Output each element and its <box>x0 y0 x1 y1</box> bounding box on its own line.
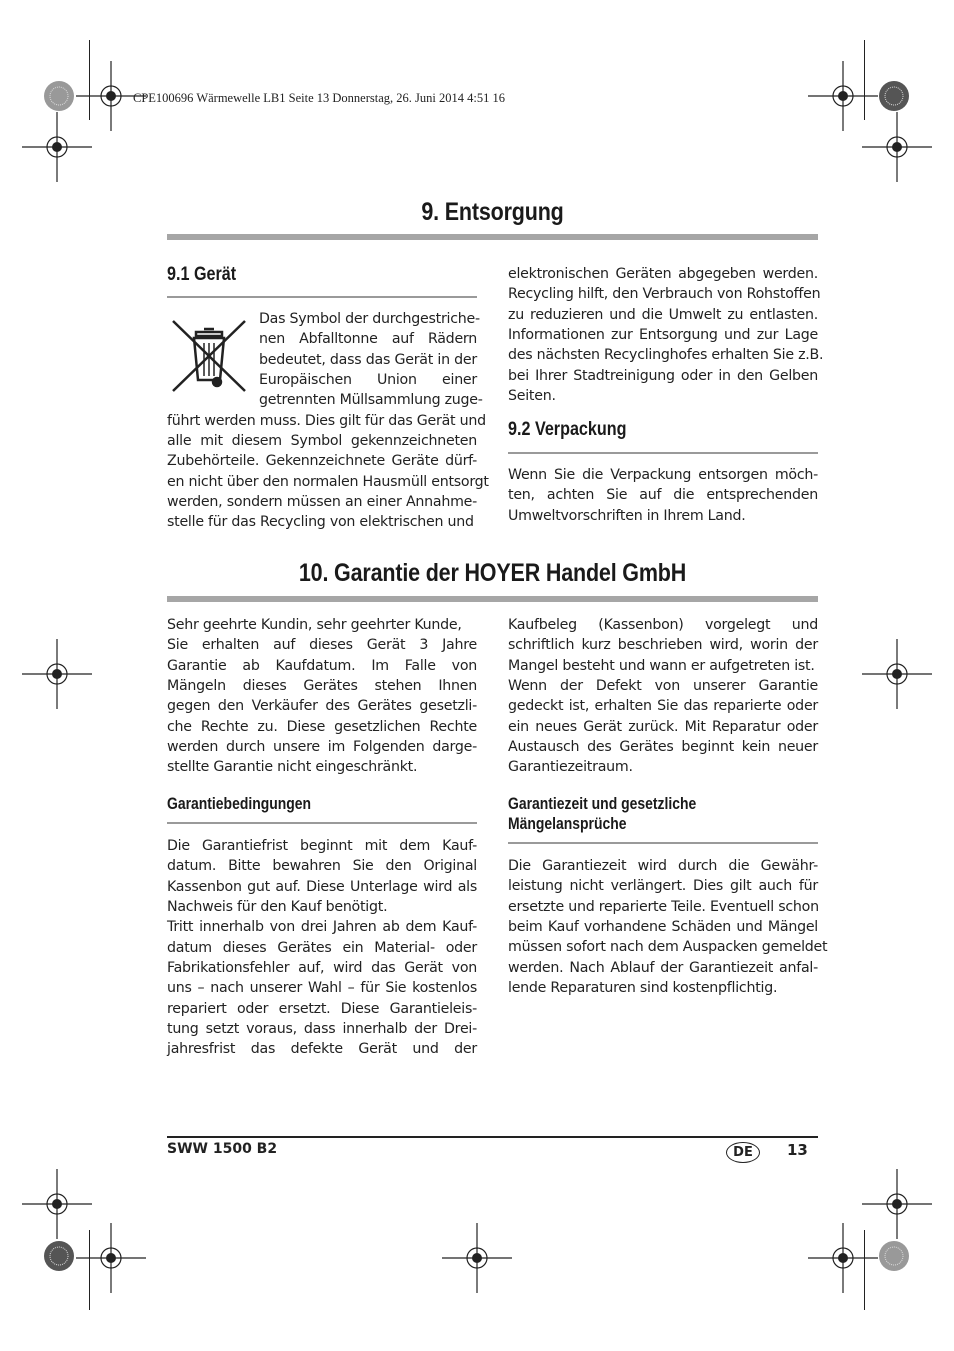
text-line: müssen sofort nach dem Auspacken gemeldet <box>508 939 828 956</box>
warranty-period-title-line1: Garantiezeit und gesetzliche <box>508 794 697 813</box>
text-line: ten, achten Sie auf die entsprechenden <box>508 487 818 504</box>
model-number: SWW 1500 B2 <box>167 1141 278 1157</box>
text-line: datum. Bitte bewahren Sie den Original <box>167 858 477 875</box>
text-line: Die Garantiefrist beginnt mit dem Kauf- <box>167 838 477 854</box>
warranty-period-title-line2: Mängelansprüche <box>508 814 627 833</box>
text-line: bei Ihrer Stadtreinigung oder in den Gelben <box>508 367 818 384</box>
print-slug: CPE100696 Wärmewelle LB1 Seite 13 Donnerstag, 26. Juni 2014 4:51 16 <box>133 91 505 105</box>
text-line: Recycling hilft, den Verbrauch von Rohstoffen <box>508 286 821 303</box>
text-line: Nachweis für den Kauf benötigt. <box>167 899 388 916</box>
text-line: en nicht über den normalen Hausmüll entsorgt <box>167 473 489 490</box>
text-line: getrennten Müllsammlung zuge- <box>259 392 483 409</box>
packaging-text <box>508 465 818 526</box>
text-line: lende Reparaturen sind kostenpflichtig. <box>508 980 778 997</box>
divider <box>508 452 818 454</box>
crosshair-mark-icon <box>442 1223 512 1293</box>
text-line: Kassenbon gut auf. Diese Unterlage wird als <box>167 878 477 895</box>
disposal-text <box>167 309 489 533</box>
text-line: Kaufbeleg (Kassenbon) vorgelegt und <box>508 617 818 633</box>
text-line: jahresfrist das defekte Gerät und der <box>167 1041 477 1058</box>
text-line: che Rechte zu. Diese gesetzlichen Rechte <box>167 718 477 735</box>
crosshair-mark-icon <box>862 112 932 182</box>
color-target-icon <box>878 1240 910 1272</box>
text-line: gedeckt ist, erhalten Sie das reparierte oder <box>508 698 818 715</box>
text-line: Wenn Sie die Verpackung entsorgen möch- <box>508 467 818 483</box>
section-divider <box>167 234 818 240</box>
text-line: Seiten. <box>508 388 556 405</box>
divider <box>508 842 818 844</box>
text-line: Umweltvorschriften in Ihrem Land. <box>508 507 746 524</box>
crosshair-mark-icon <box>862 639 932 709</box>
text-line: Europäischen Union einer <box>259 372 477 389</box>
crosshair-mark-icon <box>22 112 92 182</box>
text-line: Sie erhalten auf dieses Gerät 3 Jahre <box>167 637 477 654</box>
text-line: Mängeln dieses Gerätes stehen Ihnen <box>167 678 477 695</box>
disposal-text-continued <box>508 264 824 406</box>
footer-rule <box>167 1136 818 1138</box>
text-line: repariert oder ersetzt. Diese Garantieleis- <box>167 1000 477 1017</box>
text-line: stelle für das Recycling von elektrischen und <box>167 514 474 531</box>
crosshair-mark-icon <box>808 1223 878 1293</box>
text-line: schriftlich kurz beschrieben wird, worin der <box>508 637 818 654</box>
text-line: ersetzte und reparierte Teile. Eventuell schon <box>508 898 819 915</box>
divider <box>167 296 477 298</box>
text-line: Zubehörteile. Gekennzeichnete Geräte dürf- <box>167 453 477 470</box>
text-line: alle mit diesem Symbol gekennzeichneten <box>167 433 477 450</box>
subsection-9-1-title: 9.1 Gerät <box>167 264 237 285</box>
warranty-text-continued <box>508 615 818 778</box>
text-line: Die Garantiezeit wird durch die Gewähr- <box>508 858 818 874</box>
subsection-9-2-title: 9.2 Verpackung <box>508 419 627 440</box>
text-line: Fabrikationsfehler auf, wird das Gerät von <box>167 960 477 977</box>
text-line: des nächsten Recyclinghofes erhalten Sie z.B. <box>508 347 824 364</box>
text-line: Wenn der Defekt von unserer Garantie <box>508 678 818 695</box>
text-line: bedeutet, dass das Gerät in der <box>259 351 477 368</box>
text-line: beim Kauf vorhandene Schäden und Mängel <box>508 919 818 936</box>
text-line: zu reduzieren und die Umwelt zu entlasten. <box>508 306 818 323</box>
color-target-icon <box>43 1240 75 1272</box>
text-line: Sehr geehrte Kundin, sehr geehrter Kunde, <box>167 617 462 633</box>
text-line: stellte Garantie nicht eingeschränkt. <box>167 759 418 776</box>
text-line: Austausch des Gerätes beginnt kein neuer <box>508 739 818 756</box>
text-line: Informationen zur Entsorgung und zur Lage <box>508 327 818 344</box>
text-line: ein neues Gerät zurück. Mit Reparatur oder <box>508 718 818 735</box>
color-target-icon <box>878 80 910 112</box>
text-line: leistung nicht verlängert. Dies gilt auch für <box>508 878 818 895</box>
text-line: Das Symbol der durchgestriche- <box>259 311 480 327</box>
warranty-conditions-title: Garantiebedingungen <box>167 794 312 813</box>
text-line: elektronischen Geräten abgegeben werden. <box>508 266 818 282</box>
color-target-icon <box>43 80 75 112</box>
text-line: führt werden muss. Dies gilt für das Gerät und <box>167 412 486 429</box>
warranty-intro <box>167 615 477 778</box>
text-line: Mangel besteht und wann er aufgetreten ist. <box>508 657 815 674</box>
text-line: Garantie ab Kaufdatum. Im Falle von <box>167 657 477 674</box>
text-line: gegen den Verkäufer des Gerätes gesetzli- <box>167 698 477 715</box>
crosshair-mark-icon <box>76 1223 146 1293</box>
text-line: nen Abfalltonne auf Rädern <box>259 331 477 348</box>
text-line: werden, sondern müssen an einer Annahme- <box>167 494 477 511</box>
text-line: Tritt innerhalb von drei Jahren ab dem Kauf- <box>167 919 477 936</box>
crosshair-mark-icon <box>22 639 92 709</box>
warranty-period-text <box>508 856 828 998</box>
text-line: werden. Nach Ablauf der Garantiezeit anfal- <box>508 959 818 976</box>
text-line: Garantiezeitraum. <box>508 759 633 776</box>
text-line: tung setzt voraus, dass innerhalb der Drei- <box>167 1021 477 1038</box>
text-line: uns – nach unserer Wahl – für Sie kostenlos <box>167 980 477 997</box>
text-line: werden durch unsere im Folgenden darge- <box>167 739 477 756</box>
page-number: 13 <box>787 1141 808 1159</box>
section-10-title: 10. Garantie der HOYER Handel GmbH <box>298 559 687 587</box>
text-line: datum dieses Gerätes ein Material- oder <box>167 939 477 956</box>
section-divider <box>167 596 818 602</box>
section-9-title: 9. Entsorgung <box>421 198 564 226</box>
warranty-conditions-text <box>167 836 477 1060</box>
divider <box>167 822 477 824</box>
language-badge: DE <box>726 1142 760 1163</box>
